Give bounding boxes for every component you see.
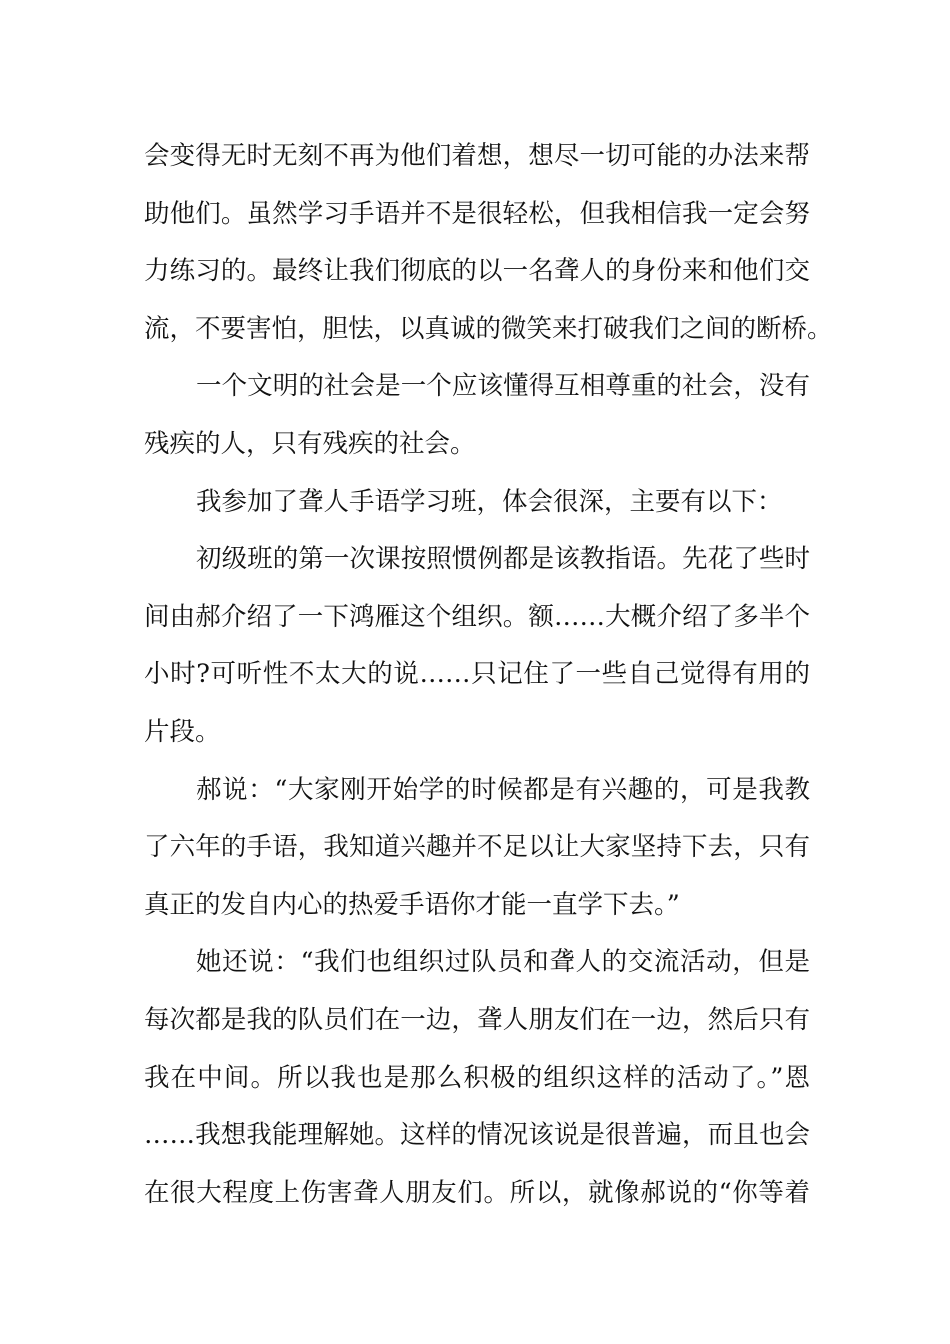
text-line: 间由郝介绍了一下鸿雁这个组织。额……大概介绍了多半个 — [144, 601, 810, 632]
text-line: 片段。 — [144, 716, 221, 747]
text-line: 助他们。虽然学习手语并不是很轻松，但我相信我一定会努 — [144, 198, 810, 229]
text-line: 残疾的人，只有残疾的社会。 — [144, 428, 476, 459]
paragraph-first-line: 初级班的第一次课按照惯例都是该教指语。先花了些时 — [196, 544, 810, 575]
text-line: 我在中间。所以我也是那么积极的组织这样的活动了。”恩 — [144, 1062, 810, 1093]
body-text — [144, 128, 833, 1222]
paragraph-first-line: 她还说：“我们也组织过队员和聋人的交流活动，但是 — [196, 947, 810, 978]
text-line: 了六年的手语，我知道兴趣并不足以让大家坚持下去，只有 — [144, 832, 810, 863]
text-line: 每次都是我的队员们在一边，聋人朋友们在一边，然后只有 — [144, 1004, 810, 1035]
text-line: 流，不要害怕，胆怯，以真诚的微笑来打破我们之间的断桥。 — [144, 313, 833, 344]
text-line: 会变得无时无刻不再为他们着想，想尽一切可能的办法来帮 — [144, 141, 810, 171]
paragraph-first-line: 郝说：“大家刚开始学的时候都是有兴趣的，可是我教 — [196, 774, 810, 805]
paragraph-first-line: 一个文明的社会是一个应该懂得互相尊重的社会，没有 — [196, 371, 810, 402]
text-line: 力练习的。最终让我们彻底的以一名聋人的身份来和他们交 — [144, 256, 810, 287]
paragraph-first-line: 我参加了聋人手语学习班，体会很深，主要有以下： — [196, 486, 783, 517]
text-line: 在很大程度上伤害聋人朋友们。所以，就像郝说的“你等着 — [144, 1177, 810, 1208]
text-line: ……我想我能理解她。这样的情况该说是很普遍，而且也会 — [144, 1120, 810, 1151]
text-line: 真正的发自内心的热爱手语你才能一直学下去。” — [144, 889, 680, 920]
text-line: 小时?可听性不太大的说……只记住了一些自己觉得有用的 — [144, 659, 810, 690]
